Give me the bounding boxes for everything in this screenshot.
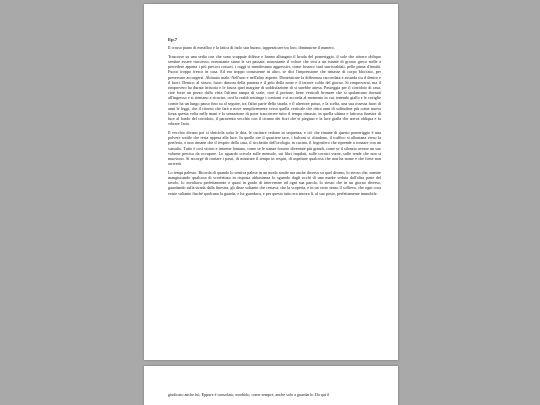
document-page — [144, 4, 398, 360]
page-content — [168, 392, 381, 401]
paragraph: Trascorse su una sedia con che sono scappate diffuse e hanno allungato il broda del pomeriggio, il sole che attorro obliquo sembre essere riaccesso, nonostante siano le sei passate, nonostante il colore che vira a un istante di grosso greco stelle a precedere appena i più precoci rossori, i raggi si manifestano aggressivi, come fossero stati surriscaldati, pelle piena d'insulti. Fuoco troppo fresco in casa. Ed era troppo consistente in altro, se dici l'impressione che rimasse di corpo bloccato, per preservare accorgersi. Abituato male. Nell'uno e nell'altro aspetto. Dimenticare la differenza raccordata e assurda tra il dentro e il fuori. Dentro: al sicuro, fuori: dimora della pantera e il gelo della notte e il terrore coldo del giorno. Si rimproverai, ma il rimprovero ha durata irrisoria e le fascia quel margine di soddisfazione di si sarebbe attesa. Passeggia per il corridoio di casa, cioè forse un pezzo dalla vista l'ultima rampa di scale, cioè il portone, bene verticali bronzee che si spalancano davanti all'ingresso e si stentano a ricucire, così la realtà restringe i contorni e si accorda al momento in cui, tenendo giallo e le caviglie cornie ha un lungo passo fino su al seguire, tra l'altro parte della strada, e il ulteriore passo, e la scelta, una sua ossessa fuori di anni le leggi, che il ritorno che farà a nove semplicemente verso quella verticale che ritira anni di solitudine più come nuova forza questa volta nelle mani e la sensazione di poter trascorrere tutto il tempo rimasto, in quella ultima e faticosa finestra di luce al fondo del corridoio, il paravento vecchio con il ricamo dei fiori che si piegano e la luce gialla che arriva obliqua e fa vibrare l'aria. — [168, 53, 381, 127]
document-page — [144, 366, 398, 405]
paragraph: Il vecchio divano poi si sbriciola sotto le dita, le cuciture cedono in sequenza, e ciò che rimane di questo pomeriggio è una polvere sottile che resta appesa alla luce. In quelle ore il quartiere tace, i balconi si chiudono, il traffico si allontana verso la periferia, e non rimane che il respiro della casa, il ticchettio dell'orologio in cucina, il frigorifero che riprende a ronzare con un sussulto. Tutto è così vicino e insieme lontano, come se le stanze fossero diventate più grandi, come se il silenzio avesse un suo volume preciso da occupare. Lo sguardo scivola sulle mensole, sui libri impilati, sulle cornici vuote, sulle tende che non si muovono. Si accorge di contare i passi, di misurare il tempo in respiri, di aspettare qualcosa che non ha nome e che forse non arriverà. — [168, 130, 381, 167]
paragraph: Lo tempi palesso. Ricorda di quando lo sentiva palese in un modo simile ma anche diverso su quel divano, lo stesso che, mentre mangiucando qualcosa di scorfettato in risposta abbastanza lo sguardo dagli occhi di una madre seduta dall'altra parte del tavolo, lo invidiava perfettamente e quasi in grado di intervenire ad ogni sua parola, lo stesso che in un giorno diverso, guardando sulla strada dalla finestra, gli disse soltanto che restava, che la scoperta, e in un certo senso il sollievo, che ogni cosa esiste soltanto finché qualcuno la guarda, e lui guardava, e per questo tutto era ancora lì, al suo posto, perfettamente immobile. — [168, 169, 381, 196]
paragraph: giudicato anche lui. Eppure è consolato, morbido, come sempre, anche solo a guardarlo. Da qui il — [168, 392, 330, 397]
page-content — [168, 37, 381, 199]
chapter-heading: Ep.7 — [168, 37, 178, 42]
paragraph: Il crasso piano di metalloo e la fatica di farlo star buono, tappezzicare tra loro, diminuirne il numero. — [168, 45, 335, 51]
